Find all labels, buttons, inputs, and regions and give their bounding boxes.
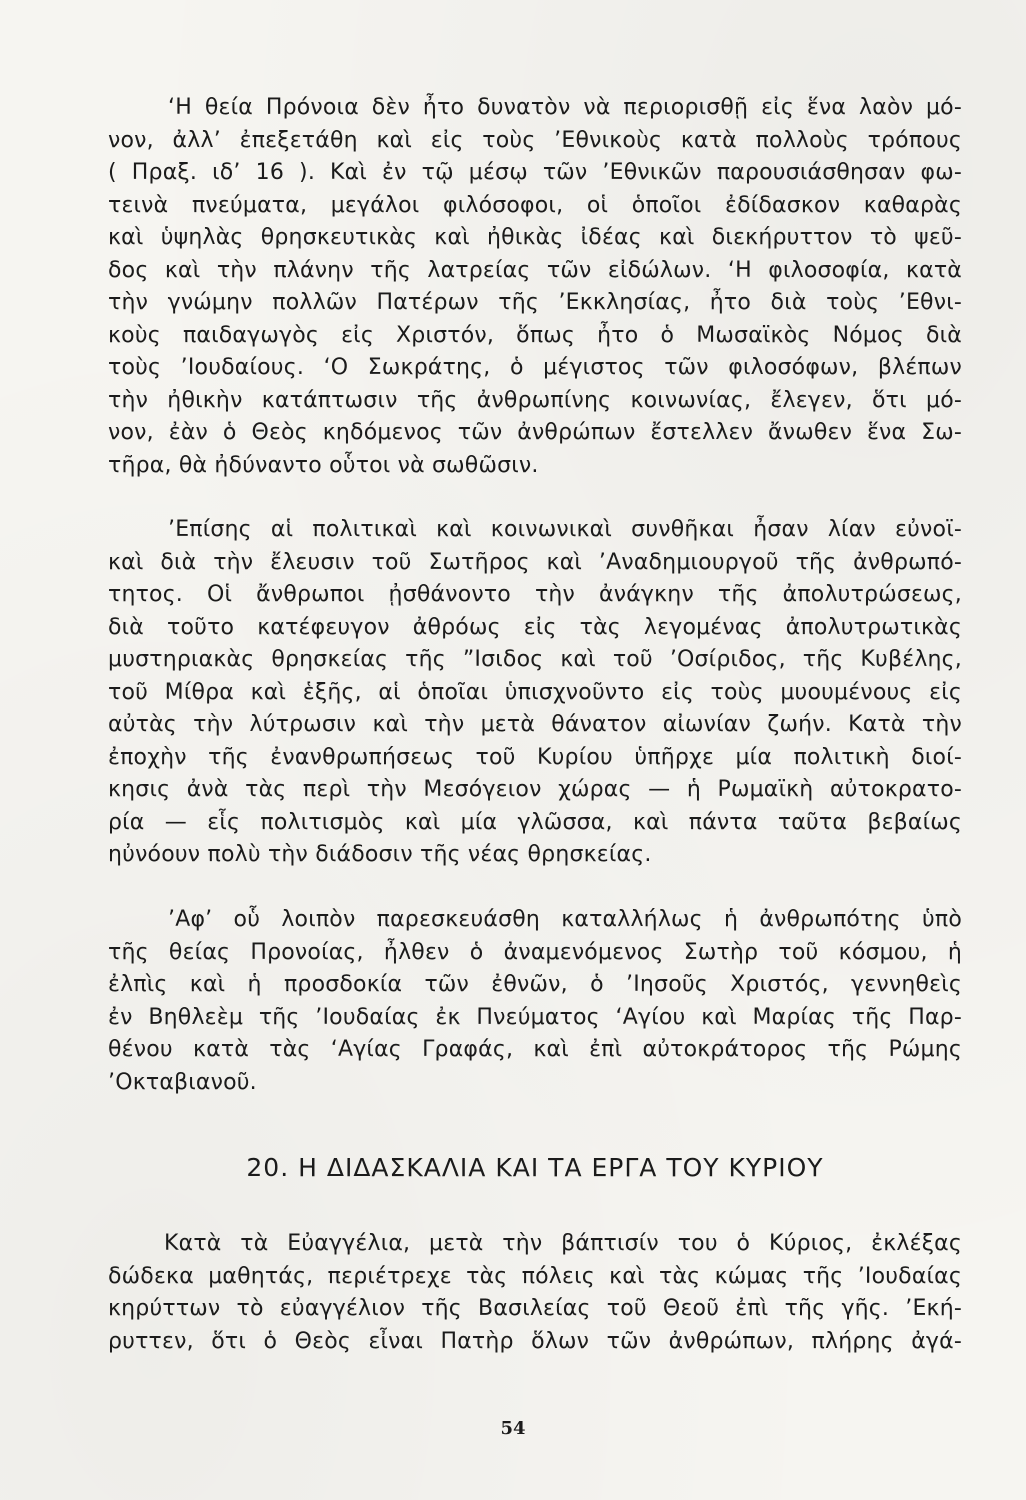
text-line: ρυττεν, ὅτι ὁ Θεὸς εἶναι Πατὴρ ὅλων τῶν ἀνθρώπων, πλήρης ἀγά- [108,1328,962,1354]
text-line: Κατὰ τὰ Εὐαγγέλια, μετὰ τὴν βάπτισίν του ὁ Κύριος, ἐκλέξας [164,1231,962,1256]
chapter-heading: 20. Η ΔΙΔΑΣΚΑΛΙΑ ΚΑΙ ΤΑ ΕΡΓΑ ΤΟΥ ΚΥΡΙΟΥ [246,1153,824,1182]
text-line: ἐποχὴν τῆς ἐνανθρωπήσεως τοῦ Κυρίου ὑπῆρχε μία πολιτικὴ διοί- [108,744,962,770]
text-line: κοὺς παιδαγωγὸς εἰς Χριστόν, ὅπως ἦτο ὁ Μωσαϊκὸς Νόμος διὰ [108,322,962,348]
text-line: αὐτὰς τὴν λύτρωσιν καὶ τὴν μετὰ θάνατον αἰωνίαν ζωήν. Κατὰ τὴν [108,712,962,737]
text-line: ἐν Βηθλεὲμ τῆς ’Ιουδαίας ἐκ Πνεύματος ‘Αγίου καὶ Μαρίας τῆς Παρ- [108,1004,962,1030]
text-line: τῆς θείας Προνοίας, ἦλθεν ὁ ἀναμενόμενος Σωτὴρ τοῦ κόσμου, ἡ [108,939,962,965]
text-line: θένου κατὰ τὰς ‘Αγίας Γραφάς, καὶ ἐπὶ αὐτοκράτορος τῆς Ρώμης [108,1037,962,1062]
text-line: νον, ἀλλ’ ἐπεξετάθη καὶ εἰς τοὺς ’Εθνικοὺς κατὰ πολλοὺς τρόπους [108,127,962,153]
text-line: δος καὶ τὴν πλάνην τῆς λατρείας τῶν εἰδώλων. ‘Η φιλοσοφία, κατὰ [108,257,962,283]
text-line: τῆρα, θὰ ἠδύναντο οὗτοι νὰ σωθῶσιν. [108,452,539,478]
text-line: καὶ ὑψηλὰς θρησκευτικὰς καὶ ἠθικὰς ἰδέας καὶ διεκήρυττον τὸ ψεῦ- [108,225,962,250]
text-line: τοὺς ’Ιουδαίους. ‘Ο Σωκράτης, ὁ μέγιστος τῶν φιλοσόφων, βλέπων [108,355,962,380]
text-line: ρία — εἷς πολιτισμὸς καὶ μία γλῶσσα, καὶ πάντα ταῦτα βεβαίως [108,809,962,835]
text-line: κησις ἀνὰ τὰς περὶ τὴν Μεσόγειον χώρας — ἡ Ρωμαϊκὴ αὐτοκρατο- [108,777,962,802]
text-line: ηὐνόουν πολὺ τὴν διάδοσιν τῆς νέας θρησκείας. [108,842,652,867]
text-line: καὶ διὰ τὴν ἔλευσιν τοῦ Σωτῆρος καὶ ’Αναδημιουργοῦ τῆς ἀνθρωπό- [108,549,962,575]
paragraph-divine-providence [108,92,962,482]
paragraph-coming-of-savior [108,904,962,1099]
text-line: ( Πραξ. ιδ’ 16 ). Καὶ ἐν τῷ μέσῳ τῶν ’Εθνικῶν παρουσιάσθησαν φω- [108,160,962,185]
page-number: 54 [500,1418,526,1439]
text-line: ’Αφ’ οὗ λοιπὸν παρεσκευάσθη καταλλήλως ἡ ἀνθρωπότης ὑπὸ [168,907,962,932]
paragraph-social-conditions [108,514,962,872]
text-line: διὰ τοῦτο κατέφευγον ἀθρόως εἰς τὰς λεγομένας ἀπολυτρωτικὰς [108,614,962,640]
text-line: ‘Η θεία Πρόνοια δὲν ἦτο δυνατὸν νὰ περιορισθῇ εἰς ἕνα λαὸν μό- [168,95,962,120]
text-line: ’Οκταβιανοῦ. [108,1069,257,1095]
text-line: τὴν γνώμην πολλῶν Πατέρων τῆς ’Εκκλησίας, ἦτο διὰ τοὺς ’Εθνι- [108,290,962,315]
text-line: μυστηριακὰς θρησκείας τῆς ”Ισιδος καὶ τοῦ ’Οσίριδος, τῆς Κυβέλης, [108,647,962,672]
text-line: τητος. Οἱ ἄνθρωποι ᾐσθάνοντο τὴν ἀνάγκην τῆς ἀπολυτρώσεως, [108,582,962,607]
text-line: τοῦ Μίθρα καὶ ἑξῆς, αἱ ὁποῖαι ὑπισχνοῦντο εἰς τοὺς μυουμένους εἰς [108,679,962,705]
text-line: ἐλπὶς καὶ ἡ προσδοκία τῶν ἐθνῶν, ὁ ’Ιησοῦς Χριστός, γεννηθεὶς [108,972,962,997]
text-line: τὴν ἠθικὴν κατάπτωσιν τῆς ἀνθρωπίνης κοινωνίας, ἔλεγεν, ὅτι μό- [108,387,962,413]
text-line: νον, ἐὰν ὁ Θεὸς κηδόμενος τῶν ἀνθρώπων ἔστελλεν ἄνωθεν ἕνα Σω- [108,420,962,445]
text-line: δώδεκα μαθητάς, περιέτρεχε τὰς πόλεις καὶ τὰς κώμας τῆς ’Ιουδαίας [108,1263,962,1289]
paragraph-teaching [108,1228,962,1358]
text-line: ’Επίσης αἱ πολιτικαὶ καὶ κοινωνικαὶ συνθῆκαι ἦσαν λίαν εὐνοϊ- [168,517,962,542]
text-line: τεινὰ πνεύματα, μεγάλοι φιλόσοφοι, οἱ ὁποῖοι ἐδίδασκον καθαρὰς [108,192,962,218]
text-line: κηρύττων τὸ εὐαγγέλιον τῆς Βασιλείας τοῦ Θεοῦ ἐπὶ τῆς γῆς. ’Εκή- [108,1296,962,1321]
